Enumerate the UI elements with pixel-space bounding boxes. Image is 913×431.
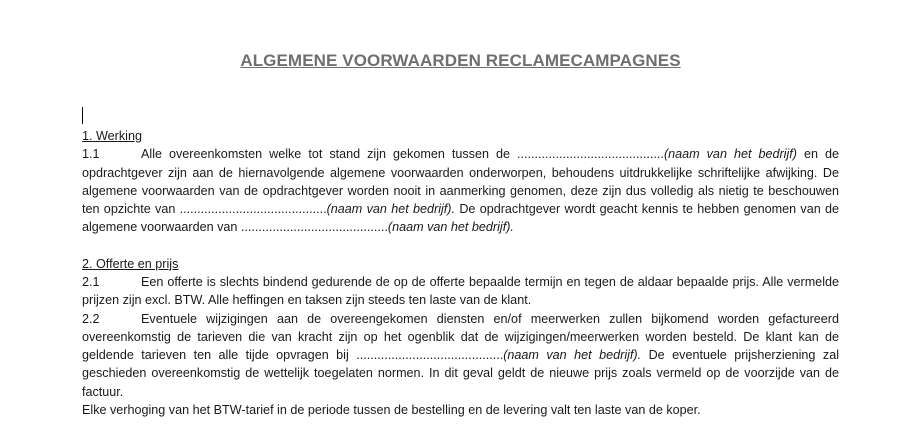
text-cursor <box>82 107 83 124</box>
placeholder-company-name: (naam van het bedrijf). <box>387 220 514 235</box>
paragraph-text: De eventuele prijsherziening zal geschieden overeenkomstig de wettelijk toegelaten normen. In dit geval geldt de nieuwe prijs zoals vermeld op de voorzijde van de factuur. <box>82 348 839 399</box>
empty-line <box>82 237 839 255</box>
placeholder-company-name: (naam van het bedrijf). <box>503 348 642 362</box>
paragraph-1-1 <box>82 145 839 236</box>
closing-paragraph: Elke verhoging van het BTW-tarief in de periode tussen de bestelling en de levering valt ten laste van de koper. <box>82 402 701 417</box>
section-heading-offerte: 2. Offerte en prijs <box>82 256 179 271</box>
paragraph-text: Alle overeenkomsten welke tot stand zijn gekomen tussen de .......................................... <box>141 147 664 162</box>
paragraph-text: Eventuele wijzigingen aan de overeengekomen diensten en/of meerwerken zullen bijkomend worden gefactureerd overeenkomstig de tarieven die van kracht zijn op het ogenblik dat de wijzigingen/meerwerken worden besteld. De klant kan de geldende tarieven ten alle tijde opvragen bij .......................................... <box>82 311 839 362</box>
paragraph-2-2 <box>82 310 839 401</box>
section-heading-werking: 1. Werking <box>82 129 142 143</box>
paragraph-number: 2.1 <box>82 275 100 289</box>
paragraph-text: De opdrachtgever wordt geacht kennis te hebben genomen van de algemene voorwaarden van .......................................... <box>82 202 840 235</box>
document-body[interactable] <box>82 127 839 419</box>
paragraph-2-1 <box>82 273 839 310</box>
placeholder-company-name: (naam van het bedrijf) <box>663 147 797 162</box>
document-title: ALGEMENE VOORWAARDEN RECLAMECAMPAGNES <box>240 51 681 70</box>
paragraph-text: en de opdrachtgever zijn aan de hiernavolgende algemene voorwaarden onderworpen, behoudens uitdrukkelijke schriftelijke afwijking. De algemene voorwaarden van de opdrachtgever worden nooit in aanmerking genomen, deze zijn dus volledig als nietig te beschouwen ten opzichte van .......................................... <box>82 147 839 216</box>
paragraph-number: 1.1 <box>82 147 100 162</box>
placeholder-company-name: (naam van het bedrijf). <box>326 202 456 216</box>
paragraph-number: 2.2 <box>82 311 100 326</box>
paragraph-text: Een offerte is slechts bindend gedurende de op de offerte bepaalde termijn en tegen de aldaar bepaalde prijs. Alle vermelde prijzen zijn excl. BTW. Alle heffingen en taksen zijn steeds ten laste van de klant. <box>82 275 839 308</box>
